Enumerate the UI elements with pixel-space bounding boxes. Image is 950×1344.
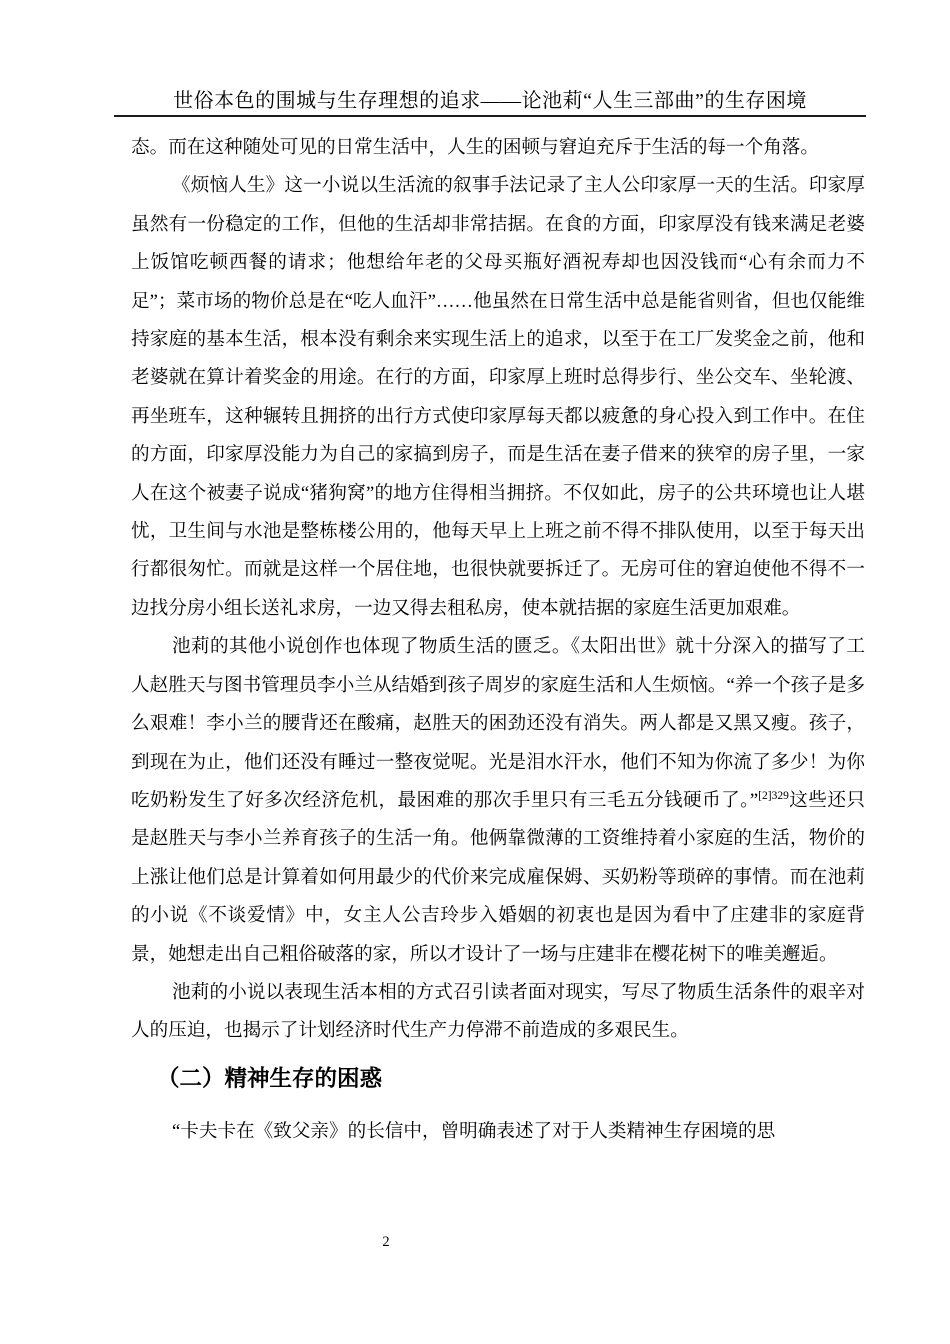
paragraph-summary: 池莉的小说以表现生活本相的方式召引读者面对现实，写尽了物质生活条件的艰辛对人的压迫，也揭示了计划经济时代生产力停滞不前造成的多艰民生。 [131, 981, 865, 1042]
document-body [131, 129, 865, 1151]
paragraph-taiyang-chushi [131, 628, 865, 974]
paragraph-kafka: “卡夫卡在《致父亲》的长信中，曾明确表述了对于人类精神生存困境的思 [172, 1120, 776, 1142]
section-heading: （二）精神生存的困惑 [157, 1065, 383, 1091]
page-number: 2 [382, 1234, 390, 1250]
paragraph-text-after-citation: 这些还只是赵胜天与李小兰养育孩子的生活一角。他俩靠微薄的工资维持着小家庭的生活，物价的上涨让他们总是计算着如何用最少的代价来完成雇保姆、买奶粉等琐碎的事情。而在池莉的小说《不谈爱情》中，女主人公吉玲步入婚姻的初衷也是因为看中了庄建非的家庭背景，她想走出自己粗俗破落的家，所以才设计了一场与庄建非在樱花树下的唯美邂逅。 [131, 789, 865, 965]
page-header [114, 90, 866, 117]
paragraph-continuation: 态。而在这种随处可见的日常生活中，人生的困顿与窘迫充斥于生活的每一个角落。 [131, 137, 819, 158]
page-header-title: 世俗本色的围城与生存理想的追求——论池莉“人生三部曲”的生存困境 [173, 90, 807, 112]
citation-superscript: [2]329 [758, 789, 789, 802]
paragraph-fannao-rensheng: 《烦恼人生》这一小说以生活流的叙事手法记录了主人公印家厚一天的生活。印家厚虽然有一份稳定的工作，但他的生活却非常拮据。在食的方面，印家厚没有钱来满足老婆上饭馆吃顿西餐的请求；他想给年老的父母买瓶好酒祝寿却也因没钱而“心有余而力不足”；菜市场的物价总是在“吃人血汗”……他虽然在日常生活中总是能省则省，但也仅能维持家庭的基本生活，根本没有剩余来实现生活上的追求，以至于在工厂发奖金之前，他和老婆就在算计着奖金的用途。在行的方面，印家厚上班时总得步行、坐公交车、坐轮渡、再坐班车，这种辗转且拥挤的出行方式使印家厚每天都以疲惫的身心投入到工作中。在住的方面，印家厚没能力为自己的家搞到房子，而是生活在妻子借来的狭窄的房子里，一家人在这个被妻子说成“猪狗窝”的地方住得相当拥挤。不仅如此，房子的公共环境也让人堪忧，卫生间与水池是整栋楼公用的，他每天早上上班之前不得不排队使用，以至于每天出行都很匆忙。而就是这样一个居住地，也很快就要拆迁了。无房可住的窘迫使他不得不一边找分房小组长送礼求房，一边又得去租私房，使本就拮据的家庭生活更加艰难。 [131, 175, 865, 619]
paragraph-text-before-citation: 池莉的其他小说创作也体现了物质生活的匮乏。《太阳出世》就十分深入的描写了工人赵胜天与图书管理员李小兰从结婚到孩子周岁的家庭生活和人生烦恼。“养一个孩子是多么艰难！李小兰的腰背还在酸痛，赵胜天的困劲还没有消失。两人都是又黑又瘦。孩子，到现在为止，他们还没有睡过一整夜觉呢。光是泪水汗水，他们不知为你流了多少！为你吃奶粉发生了好多次经济危机，最困难的那次手里只有三毛五分钱硬币了。” [131, 636, 865, 811]
